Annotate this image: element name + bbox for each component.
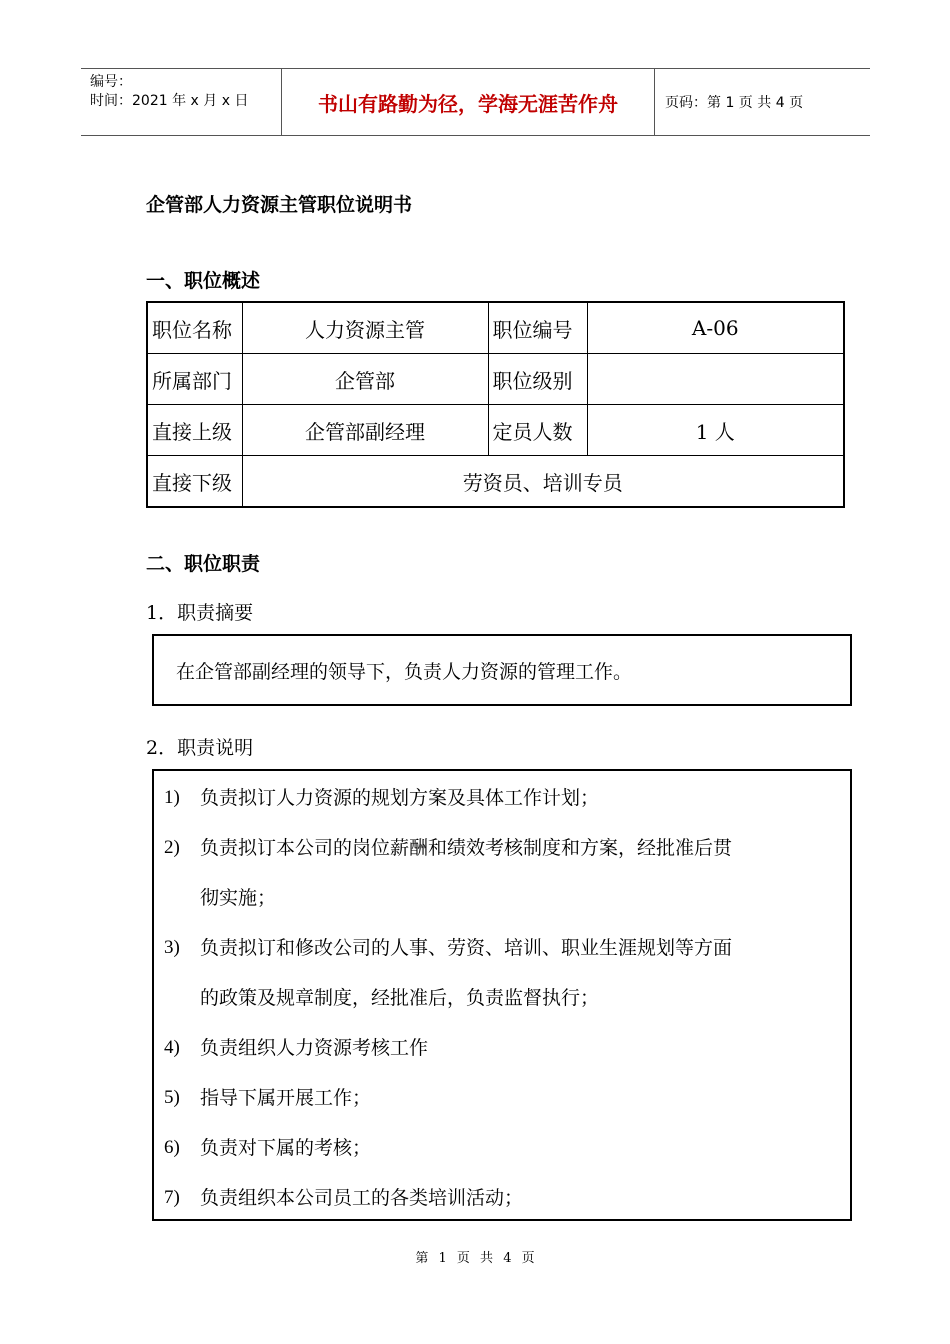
- section-heading-duties: 二、职位职责: [146, 553, 261, 575]
- list-item-text: 彻实施；: [200, 887, 277, 909]
- list-item-text: 指导下属开展工作；: [200, 1087, 372, 1109]
- document-title: 企管部人力资源主管职位说明书: [146, 194, 413, 216]
- table-cell-label: 直接上级: [147, 405, 242, 456]
- table-cell-label: 职位名称: [147, 302, 242, 354]
- table-cell-value: 企管部: [242, 354, 488, 405]
- list-item-text: 负责对下属的考核；: [200, 1137, 372, 1159]
- list-item-number: 5): [164, 1087, 180, 1108]
- table-row: [147, 456, 844, 508]
- table-cell-label: 直接下级: [147, 456, 242, 508]
- table-row: [147, 405, 844, 456]
- table-cell-label: 职位级别: [488, 354, 587, 405]
- duty-summary-box: [152, 634, 852, 706]
- table-cell-value: A-06: [587, 302, 844, 354]
- list-item-number: 4): [164, 1037, 180, 1058]
- table-cell-value: [587, 354, 844, 405]
- table-cell-value: 企管部副经理: [242, 405, 488, 456]
- list-item-text: 负责组织本公司员工的各类培训活动；: [200, 1187, 524, 1209]
- table-cell-value: 人力资源主管: [242, 302, 488, 354]
- document-number: 编号：: [90, 74, 132, 90]
- page-footer: 第 1 页 共 4 页: [415, 1251, 535, 1266]
- header-page-info: 页码：第 1 页 共 4 页: [665, 95, 804, 111]
- summary-heading: 1．职责摘要: [146, 602, 254, 624]
- list-item-number: 3): [164, 937, 180, 958]
- header-divider: [654, 69, 655, 135]
- table-row: [147, 354, 844, 405]
- list-item-number: 7): [164, 1187, 180, 1208]
- duty-summary-text: 在企管部副经理的领导下，负责人力资源的管理工作。: [176, 660, 633, 683]
- list-item-number: 1): [164, 787, 180, 808]
- table-cell-value: 劳资员、培训专员: [242, 456, 844, 508]
- header-motto: 书山有路勤为径，学海无涯苦作舟: [318, 91, 618, 116]
- document-date: 时间：2021 年 x 月 x 日: [90, 93, 249, 109]
- list-item-number: 2): [164, 837, 180, 858]
- table-cell-label: 职位编号: [488, 302, 587, 354]
- table-cell-label: 所属部门: [147, 354, 242, 405]
- section-heading-overview: 一、职位概述: [146, 270, 261, 292]
- duty-details-box: [152, 769, 852, 1221]
- list-item-text: 的政策及规章制度，经批准后，负责监督执行；: [200, 987, 600, 1009]
- table-row: [147, 302, 844, 354]
- list-item-number: 6): [164, 1137, 180, 1158]
- details-heading: 2．职责说明: [146, 737, 254, 759]
- table-cell-value: 1 人: [587, 405, 844, 456]
- page-header: [81, 68, 870, 136]
- position-overview-table: [146, 301, 845, 508]
- list-item-text: 负责拟订本公司的岗位薪酬和绩效考核制度和方案，经批准后贯: [200, 837, 733, 859]
- list-item-text: 负责拟订人力资源的规划方案及具体工作计划；: [200, 787, 600, 809]
- table-cell-label: 定员人数: [488, 405, 587, 456]
- list-item-text: 负责组织人力资源考核工作: [200, 1037, 429, 1059]
- list-item-text: 负责拟订和修改公司的人事、劳资、培训、职业生涯规划等方面: [200, 937, 733, 959]
- header-meta: [90, 73, 248, 111]
